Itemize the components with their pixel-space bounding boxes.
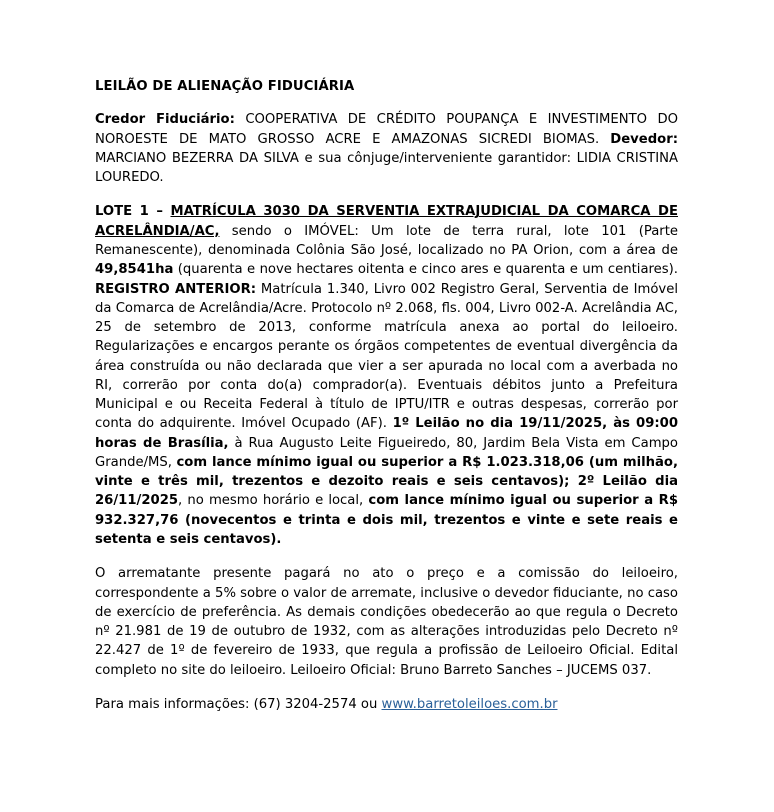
second-auction-location-note: , no mesmo horário e local,	[178, 493, 369, 509]
creditor-paragraph	[95, 110, 678, 187]
second-auction-minimum-bid: com lance mínimo igual ou superior a R$ 932.327,76 (novecentos e trinta e dois mil, trezentos e vinte e sete reais e setenta e seis centavos).	[95, 493, 678, 547]
lot-paragraph	[95, 202, 678, 549]
registry-reference: MATRÍCULA 3030 DA SERVENTIA EXTRAJUDICIAL DA COMARCA DE ACRELÂNDIA/AC,	[95, 204, 678, 239]
contact-prefix: Para mais informações: (67) 3204-2574 ou	[95, 696, 382, 712]
previous-registry-label: REGISTRO ANTERIOR:	[95, 281, 257, 297]
conditions-paragraph: O arrematante presente pagará no ato o preço e a comissão do leiloeiro, correspondente a 5% sobre o valor de arremate, inclusive o devedor fiduciante, no caso de exercício de preferência. As demais condições obedecerão ao que regula o Decreto nº 21.981 de 19 de outubro de 1932, com as alterações introduzidas pelo Decreto nº 22.427 de 1º de fevereiro de 1933, que regula a profissão de Leiloeiro Oficial. Edital completo no site do leiloeiro. Leiloeiro Oficial: Bruno Barreto Sanches – JUCEMS 037.	[95, 566, 678, 678]
property-area: 49,8541ha	[95, 262, 174, 278]
contact-paragraph	[95, 695, 678, 714]
creditor-label: Credor Fiduciário:	[95, 112, 235, 128]
page-title: LEILÃO DE ALIENAÇÃO FIDUCIÁRIA	[95, 79, 355, 94]
previous-registry-text: Matrícula 1.340, Livro 002 Registro Geral, Serventia de Imóvel da Comarca de Acrelândia/Acre. Protocolo nº 2.068, fls. 004, Livro 002-A. Acrelândia AC, 25 de setembro de 2013, conforme matrícula anexa ao portal do leiloeiro. Regularizações e encargos perante os órgãos competentes de eventual divergência da área construída ou não declarada que vier a ser apurada no local com a averbada no RI, correrão por conta do(a) comprador(a). Eventuais débitos junto a Prefeitura Municipal e ou Receita Federal à título de IPTU/ITR e outras despesas, correrão por conta do adquirente. Imóvel Ocupado (AF).	[95, 281, 679, 432]
debtor-label: Devedor:	[610, 131, 678, 147]
first-auction-minimum-bid: com lance mínimo igual ou superior a R$ 1.023.318,06 (um milhão, vinte e três mil, trezentos e dezoito reais e seis centavos); 2º Leilão dia 26/11/2025	[95, 454, 678, 509]
first-auction-datetime: 1º Leilão no dia 19/11/2025, às 09:00 horas de Brasília,	[95, 416, 678, 451]
website-link[interactable]: www.barretoleiloes.com.br	[381, 696, 558, 712]
lot-prefix: LOTE 1 –	[95, 204, 171, 220]
property-description-part2: (quarenta e nove hectares oitenta e cinco ares e quarenta e um centiares).	[173, 262, 678, 278]
debtor-name: MARCIANO BEZERRA DA SILVA e sua cônjuge/interveniente garantidor: LIDIA CRISTINA LOUREDO.	[95, 150, 678, 186]
first-auction-address: à Rua Augusto Leite Figueiredo, 80, Jardim Bela Vista em Campo Grande/MS,	[95, 435, 678, 470]
property-description-part1: sendo o IMÓVEL: Um lote de terra rural, lote 101 (Parte Remanescente), denominada Colônia São José, localizado no PA Orion, com a área de	[95, 223, 678, 259]
creditor-name: COOPERATIVA DE CRÉDITO POUPANÇA E INVESTIMENTO DO NOROESTE DE MATO GROSSO ACRE E AMAZONAS SICREDI BIOMAS.	[95, 112, 679, 147]
